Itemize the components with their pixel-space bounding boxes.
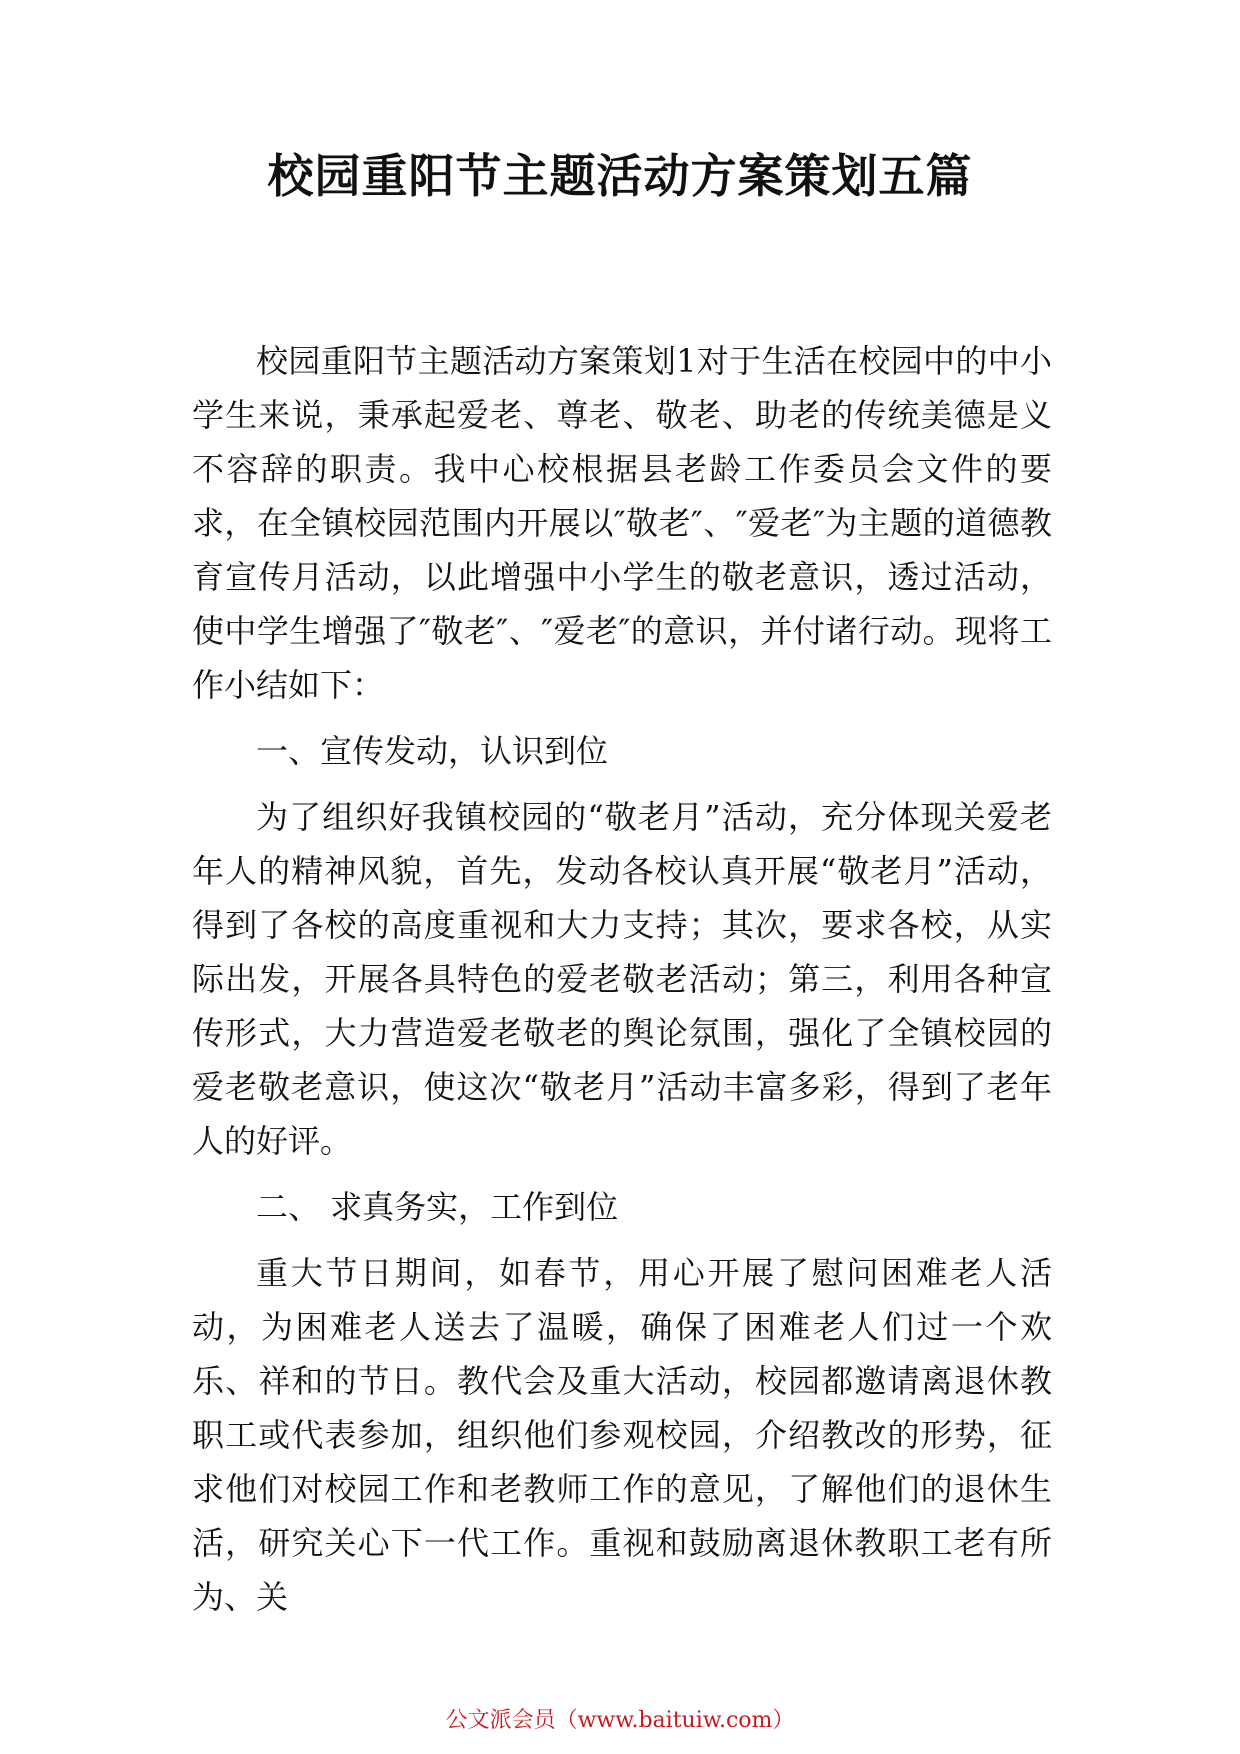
paragraph-section-1: 为了组织好我镇校园的“敬老月”活动，充分体现关爱老年人的精神风貌，首先，发动各校认真开展“敬老月”活动，得到了各校的高度重视和大力支持；其次，要求各校，从实际出发，开展各具特色的爱老敬老活动；第三，利用各种宣传形式，大力营造爱老敬老的舆论氛围，强化了全镇校园的爱老敬老意识，使这次“敬老月”活动丰富多彩，得到了老年人的好评。 xyxy=(192,798,1052,1160)
paragraph-intro: 校园重阳节主题活动方案策划1对于生活在校园中的中小学生来说，秉承起爱老、尊老、敬老、助老的传统美德是义不容辞的职责。我中心校根据县老龄工作委员会文件的要求，在全镇校园范围内开展以″敬老″、″爱老″为主题的道德教育宣传月活动，以此增强中小学生的敬老意识，透过活动，使中学生增强了″敬老″、″爱老″的意识，并付诸行动。现将工作小结如下： xyxy=(192,342,1052,704)
document-body xyxy=(192,334,1052,1624)
section-heading-2: 二、 求真务实，工作到位 xyxy=(256,1188,619,1226)
footer-watermark: 公文派会员（www.baituiw.com） xyxy=(445,1708,795,1733)
paragraph-section-2: 重大节日期间，如春节，用心开展了慰问困难老人活动，为困难老人送去了温暖，确保了困难老人们过一个欢乐、祥和的节日。教代会及重大活动，校园都邀请离退休教职工或代表参加，组织他们参观校园，介绍教改的形势，征求他们对校园工作和老教师工作的意见，了解他们的退休生活，研究关心下一代工作。重视和鼓励离退休教职工老有所为、关 xyxy=(192,1254,1052,1616)
document-title: 校园重阳节主题活动方案策划五篇 xyxy=(267,149,973,203)
section-heading-1: 一、宣传发动，认识到位 xyxy=(256,732,609,770)
